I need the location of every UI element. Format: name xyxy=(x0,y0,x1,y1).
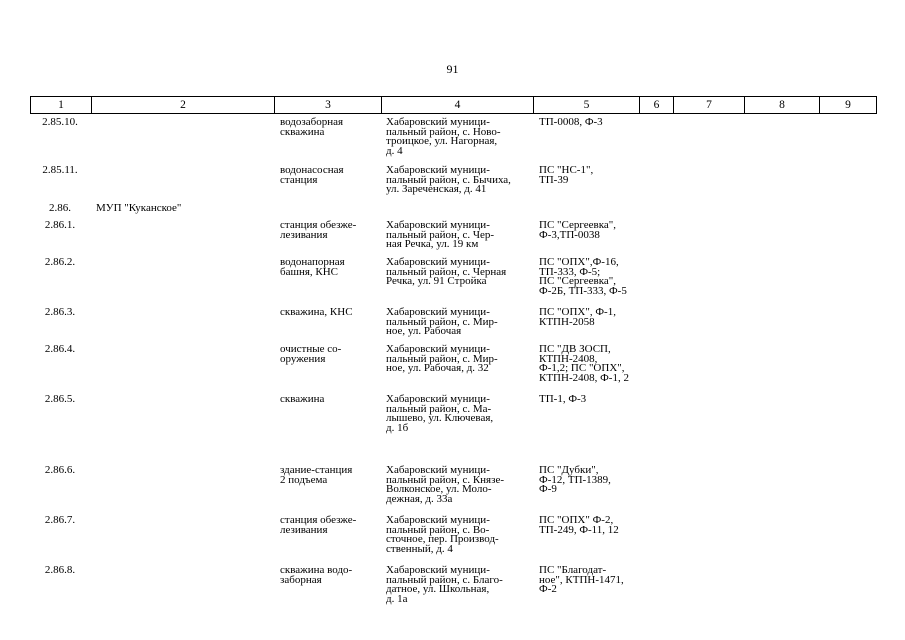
row-power-source: ПС "Сергеевка", Ф-3,ТП-0038 xyxy=(539,219,616,241)
header-col-9: 9 xyxy=(820,97,877,114)
row-number: 2.86.4. xyxy=(44,343,76,355)
row-power-source: ТП-1, Ф-3 xyxy=(539,393,587,405)
row-object: водонасосная станция xyxy=(280,164,344,186)
row-address: Хабаровский муници- пальный район, с. Князе- Волконское, ул. Моло- дежная, д. 33а xyxy=(386,464,504,505)
table-row xyxy=(30,345,876,395)
row-power-source: ПС "НС-1", ТП-39 xyxy=(539,164,594,186)
row-object: скважина водо- заборная xyxy=(280,564,353,586)
row-number: 2.86.3. xyxy=(44,306,76,318)
row-address: Хабаровский муници- пальный район, с. Мир- ное, ул. Рабочая, д. 32 xyxy=(386,343,498,375)
row-address: Хабаровский муници- пальный район, с. Во- сточное, пер. Производ- ственный, д. 4 xyxy=(386,514,499,555)
row-number: 2.85.11. xyxy=(42,164,78,176)
row-address: Хабаровский муници- пальный район, с. Ново- троицкое, ул. Нагорная, д. 4 xyxy=(386,116,501,157)
row-power-source: ПС "Дубки", Ф-12, ТП-1389, Ф-9 xyxy=(539,464,611,496)
row-object: станция обезже- лезивания xyxy=(280,514,357,536)
row-number: 2.86.2. xyxy=(44,256,76,268)
row-power-source: ПС "Благодат- ное", КТПН-1471, Ф-2 xyxy=(539,564,624,596)
row-object: скважина, КНС xyxy=(280,306,353,318)
table-row xyxy=(30,566,876,616)
row-power-source: ТП-0008, Ф-3 xyxy=(539,116,603,128)
row-object: здание-станция 2 подъема xyxy=(280,464,353,486)
table-body xyxy=(30,118,876,616)
table-row xyxy=(30,221,876,258)
row-object: скважина xyxy=(280,393,325,405)
row-number: 2.86.7. xyxy=(44,514,76,526)
header-col-8: 8 xyxy=(745,97,820,114)
row-number: 2.85.10. xyxy=(42,116,78,128)
row-power-source: ПС "ОПХ" Ф-2, ТП-249, Ф-11, 12 xyxy=(539,514,619,536)
row-address: Хабаровский муници- пальный район, с. Черная Речка, ул. 91 Стройка xyxy=(386,256,507,288)
row-address: Хабаровский муници- пальный район, с. Бычиха, ул. Зареченская, д. 41 xyxy=(386,164,511,196)
table-row xyxy=(30,166,876,204)
row-number: 2.86.8. xyxy=(44,564,76,576)
row-power-source: ПС "ОПХ", Ф-1, КТПН-2058 xyxy=(539,306,616,328)
header-col-4: 4 xyxy=(382,97,534,114)
page-number: 91 xyxy=(446,62,459,76)
table-row xyxy=(30,516,876,566)
table-header xyxy=(30,96,877,114)
table-row xyxy=(30,258,876,308)
header-col-2: 2 xyxy=(92,97,275,114)
row-address: Хабаровский муници- пальный район, с. Благо- датное, ул. Школьная, д. 1а xyxy=(386,564,503,605)
header-col-7: 7 xyxy=(674,97,745,114)
table-row xyxy=(30,118,876,166)
row-object: станция обезже- лезивания xyxy=(280,219,357,241)
header-col-5: 5 xyxy=(534,97,640,114)
header-col-1: 1 xyxy=(31,97,92,114)
row-object: водозаборная скважина xyxy=(280,116,344,138)
row-address: Хабаровский муници- пальный район, с. Ма- лышево, ул. Ключевая, д. 1б xyxy=(386,393,494,434)
row-organization: МУП "Куканское" xyxy=(96,202,182,214)
row-number: 2.86.6. xyxy=(44,464,76,476)
table-row xyxy=(30,308,876,345)
table-row xyxy=(30,466,876,516)
header-col-6: 6 xyxy=(640,97,674,114)
row-object: водонапорная башня, КНС xyxy=(280,256,345,278)
row-number: 2.86.5. xyxy=(44,393,76,405)
row-object: очистные со- оружения xyxy=(280,343,342,365)
row-number: 2.86. xyxy=(49,202,71,214)
table-row xyxy=(30,395,876,466)
row-address: Хабаровский муници- пальный район, с. Мир- ное, ул. Рабочая xyxy=(386,306,498,338)
row-number: 2.86.1. xyxy=(44,219,76,231)
row-address: Хабаровский муници- пальный район, с. Чер- ная Речка, ул. 19 км xyxy=(386,219,495,251)
row-power-source: ПС "ОПХ",Ф-16, ТП-333, Ф-5; ПС "Сергеевка", Ф-2Б, ТП-333, Ф-5 xyxy=(539,256,627,297)
header-col-3: 3 xyxy=(275,97,382,114)
row-power-source: ПС "ДВ ЗОСП, КТПН-2408, Ф-1,2; ПС "ОПХ", КТПН-2408, Ф-1, 2 xyxy=(539,343,629,384)
